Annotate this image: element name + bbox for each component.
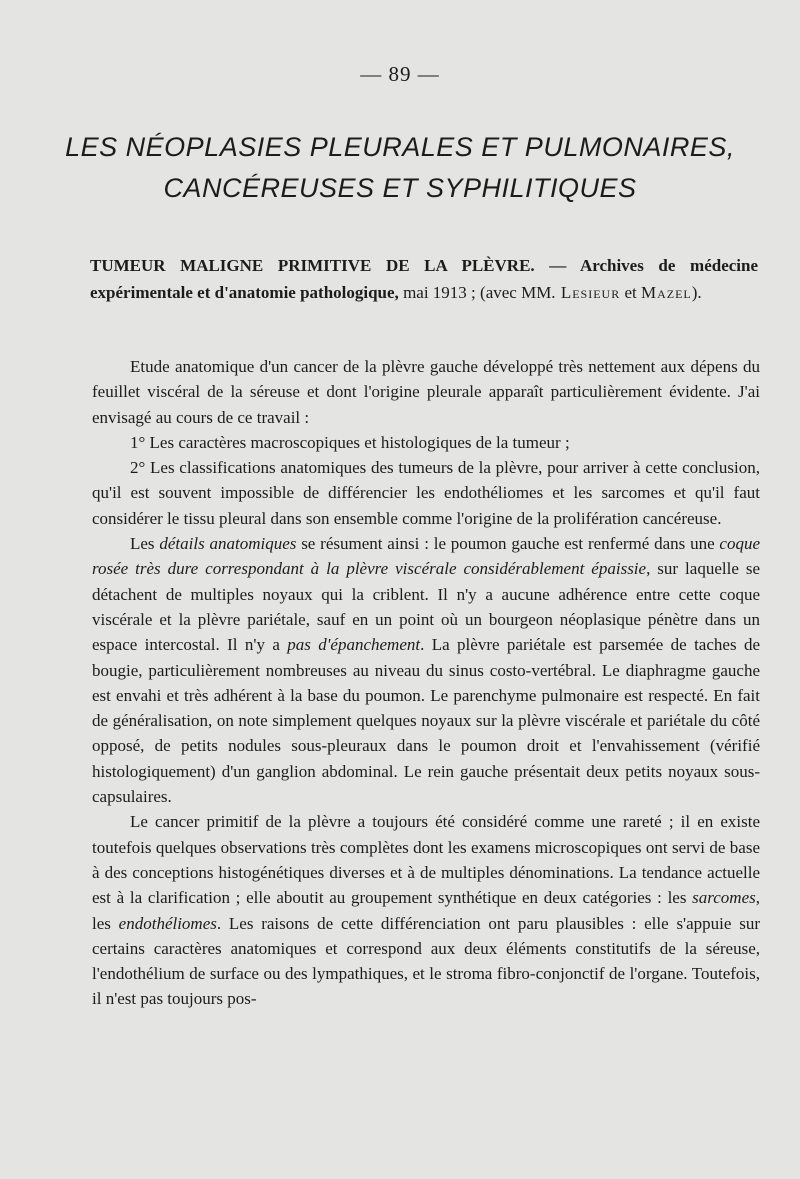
p4-text-g: . La plèvre pariétale est parsemée de taches de bougie, particulièrement nombreuses au niveau du sinus costo-vertébral. Le diaphragme gauche est envahi et très adhérent à la base du poumon. Le parenchyme pulmonaire est respecté. En fait de généralisation, on note simplement quelques noyaux sur la plèvre viscérale et pariétale du côté opposé, de petits nodules sous-pleuraux dans le poumon droit et l'envahissement (vérifié histologiquement) d'un ganglion abdominal. Le rein gauche présentait deux petits noyaux sous-capsulaires. bbox=[92, 635, 760, 807]
coauthor-1: Lesieur bbox=[555, 283, 621, 302]
p4-text-e: , sur laquelle se détachent de multiples noyaux qui la criblent. Il n'y a aucune adhérence entre cette coque viscérale et la plèvre pariétale, sauf en un point où un bourgeon néoplasique pénètre dans un espace intercostal. Il n'y a bbox=[92, 559, 760, 655]
publication-date: mai 1913 ; (avec bbox=[398, 283, 522, 302]
paragraph-3: 2° Les classifications anatomiques des tumeurs de la plèvre, pour arriver à cette conclusion, qu'il est souvent impossible de différencier les endothéliomes et les sarcomes et qu'il faut considérer le tissu pleural dans son ensemble comme l'origine de la prolifération cancéreuse. bbox=[92, 458, 760, 528]
p5-text-c: , les bbox=[92, 888, 760, 933]
p5-emphasis-sarcomes: sarcomes bbox=[692, 888, 756, 908]
reference-close: ). bbox=[691, 283, 702, 302]
journal-name-part-2: expérimentale et d'anatomie pathologique, bbox=[90, 283, 399, 302]
coauthors-prefix: MM. bbox=[521, 283, 556, 302]
chapter-title-line-1: LES NÉOPLASIES PLEURALES ET PULMONAIRES, bbox=[65, 132, 735, 162]
coauthor-conjunction: et bbox=[620, 283, 637, 302]
reference-separator: — bbox=[534, 256, 580, 275]
body-text bbox=[92, 354, 760, 1012]
p4-emphasis-epanchement: pas d'épanchement bbox=[287, 635, 421, 655]
p4-text-c: se résument ainsi : le poumon gauche est renfermé dans une bbox=[296, 534, 720, 554]
paragraph-4 bbox=[92, 531, 760, 809]
bibliographic-reference bbox=[90, 252, 758, 306]
p5-text-a: Le cancer primitif de la plèvre a toujours été considéré comme une rareté ; il en existe toutefois quelques observations très complètes dont les examens microscopiques ont servi de base à des conceptions histogénétiques diverses et à de multiples dénominations. La tendance actuelle est à la clarification ; elle aboutit au groupement synthétique en deux catégories : les bbox=[92, 812, 760, 908]
p4-text-a: Les bbox=[130, 534, 160, 554]
paragraph-1: Etude anatomique d'un cancer de la plèvre gauche développé très nettement aux dépens du feuillet viscéral de la séreuse et dont l'origine pleurale apparaît particulièrement évidente. J'ai envisagé au cours de ce travail : bbox=[92, 357, 760, 427]
paragraph-5 bbox=[92, 809, 760, 1011]
coauthor-2: Mazel bbox=[640, 283, 692, 302]
p5-emphasis-endotheliomes: endothéliomes bbox=[118, 913, 217, 933]
article-title: TUMEUR MALIGNE PRIMITIVE DE LA PLÈVRE. bbox=[90, 256, 535, 275]
chapter-title-line-2: CANCÉREUSES ET SYPHILITIQUES bbox=[163, 173, 637, 203]
p4-emphasis-details: détails anatomiques bbox=[159, 534, 297, 554]
journal-name-part-1: Archives de médecine bbox=[579, 256, 759, 275]
p5-text-e: . Les raisons de cette différenciation ont paru plausibles : elle s'appuie sur certains caractères anatomiques et correspond aux deux éléments constitutifs de la séreuse, l'endothélium de surface ou des lympathiques, et le stroma fibro-conjonctif de l'organe. Toutefois, il n'est pas toujours pos- bbox=[92, 913, 760, 1009]
paragraph-2: 1° Les caractères macroscopiques et histologiques de la tumeur ; bbox=[130, 432, 570, 452]
page-number: — 89 — bbox=[360, 62, 440, 86]
p4-emphasis-coque: coque rosée très dure correspondant à la plèvre viscérale considérablement épaissie bbox=[92, 534, 761, 579]
